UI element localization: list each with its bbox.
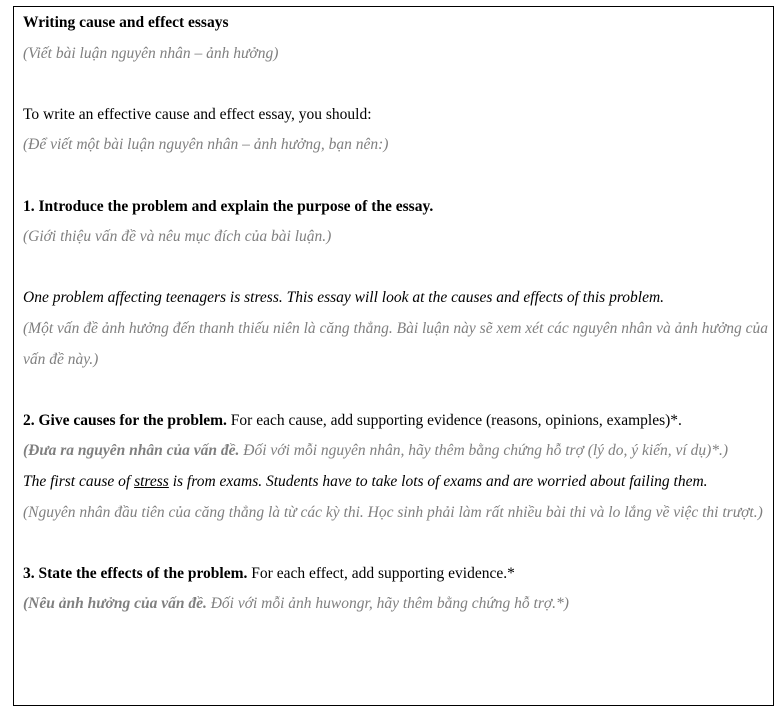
intro-translation: (Để viết một bài luận nguyên nhân – ảnh hưởng, bạn nên:) (23, 136, 389, 154)
step1-example-translation: (Một vấn đề ảnh hưởng đến thanh thiếu niên là căng thẳng. Bài luận này sẽ xem xét các nguyên nhân và ảnh hưởng của vấn đề này.) (23, 319, 768, 368)
step2-heading-translation-rest: Đối với mỗi nguyên nhân, hãy thêm bằng chứng hỗ trợ (lý do, ý kiến, ví dụ)*.) (239, 442, 729, 460)
step2-example-translation: (Nguyên nhân đầu tiên của căng thẳng là từ các kỳ thi. Học sinh phải làm rất nhiều bài thi và lo lắng về việc thi trượt.) (23, 503, 763, 521)
step2-heading-bold: 2. Give causes for the problem. (23, 411, 227, 429)
step2-heading-translation-bold: (Đưa ra nguyên nhân của vấn đề. (23, 442, 240, 460)
document-title: Writing cause and effect essays (23, 14, 229, 31)
step3-heading (23, 559, 768, 590)
step2-example-post: is from exams. Students have to take lots of exams and are worried about failing them. (168, 472, 708, 490)
step3-heading-bold: 3. State the effects of the problem. (23, 564, 248, 582)
spacer (23, 375, 768, 406)
step2-heading (23, 406, 768, 437)
step3-heading-translation-bold: (Nêu ảnh hưởng của vấn đề. (23, 595, 207, 613)
step2-example-underlined: stress (134, 472, 169, 490)
step3-heading-translation-rest: Đối với mỗi ảnh huwongr, hãy thêm bằng chứng hỗ trợ.*) (206, 595, 569, 613)
step2-heading-translation (23, 436, 768, 467)
step2-heading-rest: For each cause, add supporting evidence (reasons, opinions, examples)*. (226, 411, 682, 429)
document-content (23, 8, 768, 620)
spacer (23, 161, 768, 192)
spacer (23, 253, 768, 284)
spacer (23, 69, 768, 100)
step1-heading-translation: (Giới thiệu vấn đề và nêu mục đích của bài luận.) (23, 228, 332, 246)
step1-heading: 1. Introduce the problem and explain the purpose of the essay. (23, 197, 434, 215)
document-title-translation: (Viết bài luận nguyên nhân – ảnh hưởng) (23, 44, 279, 62)
step3-heading-translation (23, 589, 768, 620)
step2-example-pre: The first cause of (23, 472, 135, 490)
intro-text: To write an effective cause and effect essay, you should: (23, 105, 372, 123)
spacer (23, 528, 768, 559)
step1-example: One problem affecting teenagers is stress. This essay will look at the causes and effects of this problem. (23, 289, 665, 307)
step3-heading-rest: For each effect, add supporting evidence.* (247, 564, 515, 582)
step2-example (23, 467, 768, 498)
